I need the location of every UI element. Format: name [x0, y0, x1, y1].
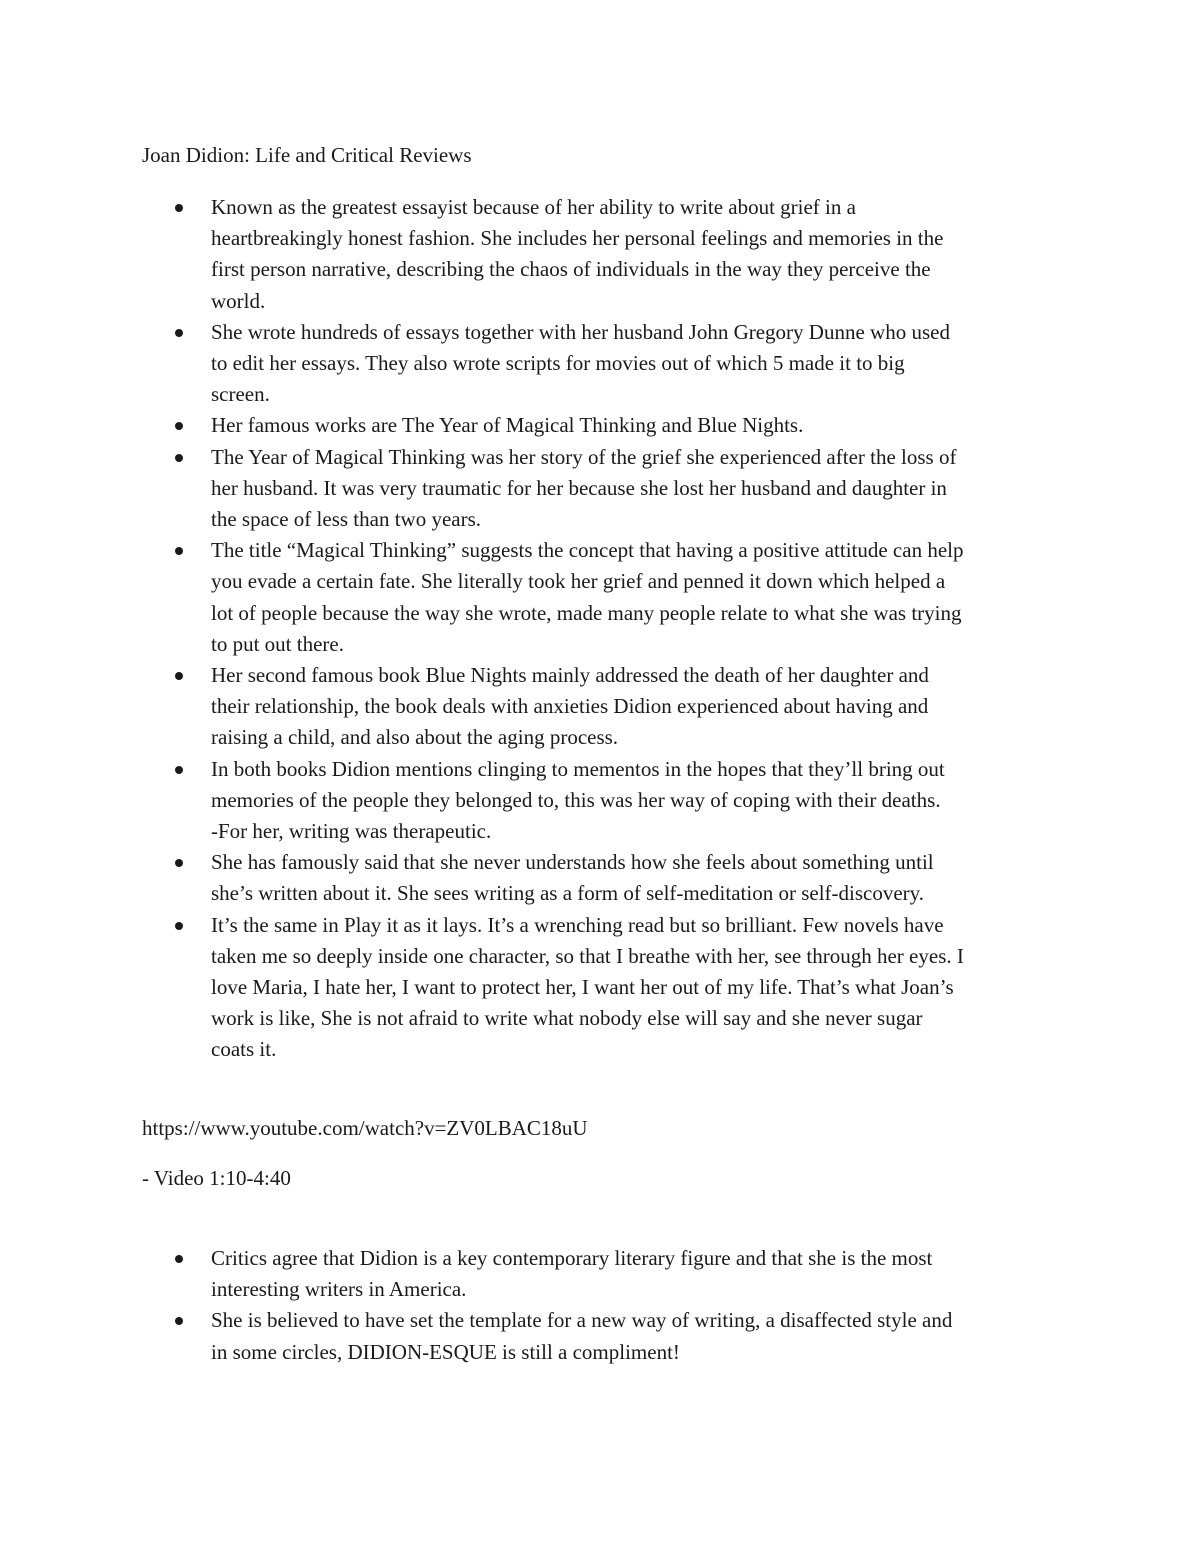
- list-item-line: world.: [211, 288, 266, 313]
- list-item-line: interesting writers in America.: [211, 1277, 467, 1302]
- bullet-icon: [175, 547, 183, 555]
- bullet-icon: [175, 859, 183, 867]
- list-item: [170, 910, 1070, 1066]
- list-item-line: love Maria, I hate her, I want to protect her, I want her out of my life. That’s what Joan’s: [211, 975, 954, 1000]
- list-item-line: -For her, writing was therapeutic.: [211, 819, 492, 844]
- list-item: [170, 1305, 1070, 1367]
- list-item-line: Her second famous book Blue Nights mainly addressed the death of her daughter and: [211, 663, 929, 688]
- list-item-line: in some circles, DIDION-ESQUE is still a compliment!: [211, 1339, 680, 1364]
- list-item-line: She wrote hundreds of essays together with her husband John Gregory Dunne who used: [211, 319, 950, 344]
- list-item-line: lot of people because the way she wrote, made many people relate to what she was trying: [211, 600, 962, 625]
- list-item-line: Her famous works are The Year of Magical Thinking and Blue Nights.: [211, 413, 804, 438]
- list-item-line: she’s written about it. She sees writing as a form of self-meditation or self-discovery.: [211, 881, 925, 906]
- list-item-line: She has famously said that she never understands how she feels about something until: [211, 850, 934, 875]
- bullet-icon: [175, 1255, 183, 1263]
- list-item-line: coats it.: [211, 1037, 277, 1062]
- list-item-line: Known as the greatest essayist because of her ability to write about grief in a: [211, 195, 856, 219]
- document-title: Joan Didion: Life and Critical Reviews: [142, 143, 472, 167]
- list-item-line: The Year of Magical Thinking was her story of the grief she experienced after the loss of: [211, 444, 957, 469]
- bullet-icon: [175, 1317, 183, 1325]
- video-timestamp-note: - Video 1:10-4:40: [142, 1166, 291, 1190]
- list-item: [170, 660, 1070, 754]
- list-item-line: work is like, She is not afraid to write what nobody else will say and she never sugar: [211, 1006, 923, 1031]
- list-item-line: the space of less than two years.: [211, 507, 481, 532]
- bullet-list-critics: [170, 1243, 1070, 1368]
- list-item-line: It’s the same in Play it as it lays. It’s a wrenching read but so brilliant. Few novels have: [211, 912, 944, 937]
- list-item: [170, 317, 1070, 411]
- list-item-line: raising a child, and also about the aging process.: [211, 725, 619, 750]
- list-item: [170, 410, 1070, 441]
- list-item: [170, 192, 1070, 317]
- list-item-line: you evade a certain fate. She literally took her grief and penned it down which helped a: [211, 569, 946, 594]
- list-item-line: to edit her essays. They also wrote scripts for movies out of which 5 made it to big: [211, 351, 905, 376]
- list-item-line: taken me so deeply inside one character, so that I breathe with her, see through her eyes. I: [211, 943, 964, 968]
- list-item-line: first person narrative, describing the chaos of individuals in the way they perceive the: [211, 257, 931, 282]
- list-item: [170, 1243, 1070, 1305]
- list-item: [170, 535, 1070, 660]
- list-item-line: her husband. It was very traumatic for her because she lost her husband and daughter in: [211, 475, 947, 500]
- list-item: [170, 442, 1070, 536]
- bullet-icon: [175, 766, 183, 774]
- list-item-line: heartbreakingly honest fashion. She includes her personal feelings and memories in the: [211, 226, 944, 251]
- list-item-line: The title “Magical Thinking” suggests the concept that having a positive attitude can help: [211, 538, 964, 563]
- list-item-line: She is believed to have set the template for a new way of writing, a disaffected style and: [211, 1308, 953, 1333]
- list-item-line: memories of the people they belonged to, this was her way of coping with their deaths.: [211, 787, 941, 812]
- bullet-icon: [175, 454, 183, 462]
- bullet-icon: [175, 672, 183, 680]
- list-item-line: to put out there.: [211, 631, 344, 656]
- bullet-icon: [175, 204, 183, 212]
- bullet-icon: [175, 422, 183, 430]
- list-item-line: screen.: [211, 382, 270, 407]
- bullet-icon: [175, 922, 183, 930]
- list-item-line: their relationship, the book deals with anxieties Didion experienced about having and: [211, 694, 929, 719]
- bullet-list-life: [170, 192, 1070, 1066]
- list-item: [170, 847, 1070, 909]
- list-item: [170, 754, 1070, 848]
- video-link[interactable]: https://www.youtube.com/watch?v=ZV0LBAC18uU: [142, 1116, 588, 1140]
- list-item-line: Critics agree that Didion is a key contemporary literary figure and that she is the most: [211, 1246, 933, 1270]
- bullet-icon: [175, 329, 183, 337]
- list-item-line: In both books Didion mentions clinging to mementos in the hopes that they’ll bring out: [211, 756, 945, 781]
